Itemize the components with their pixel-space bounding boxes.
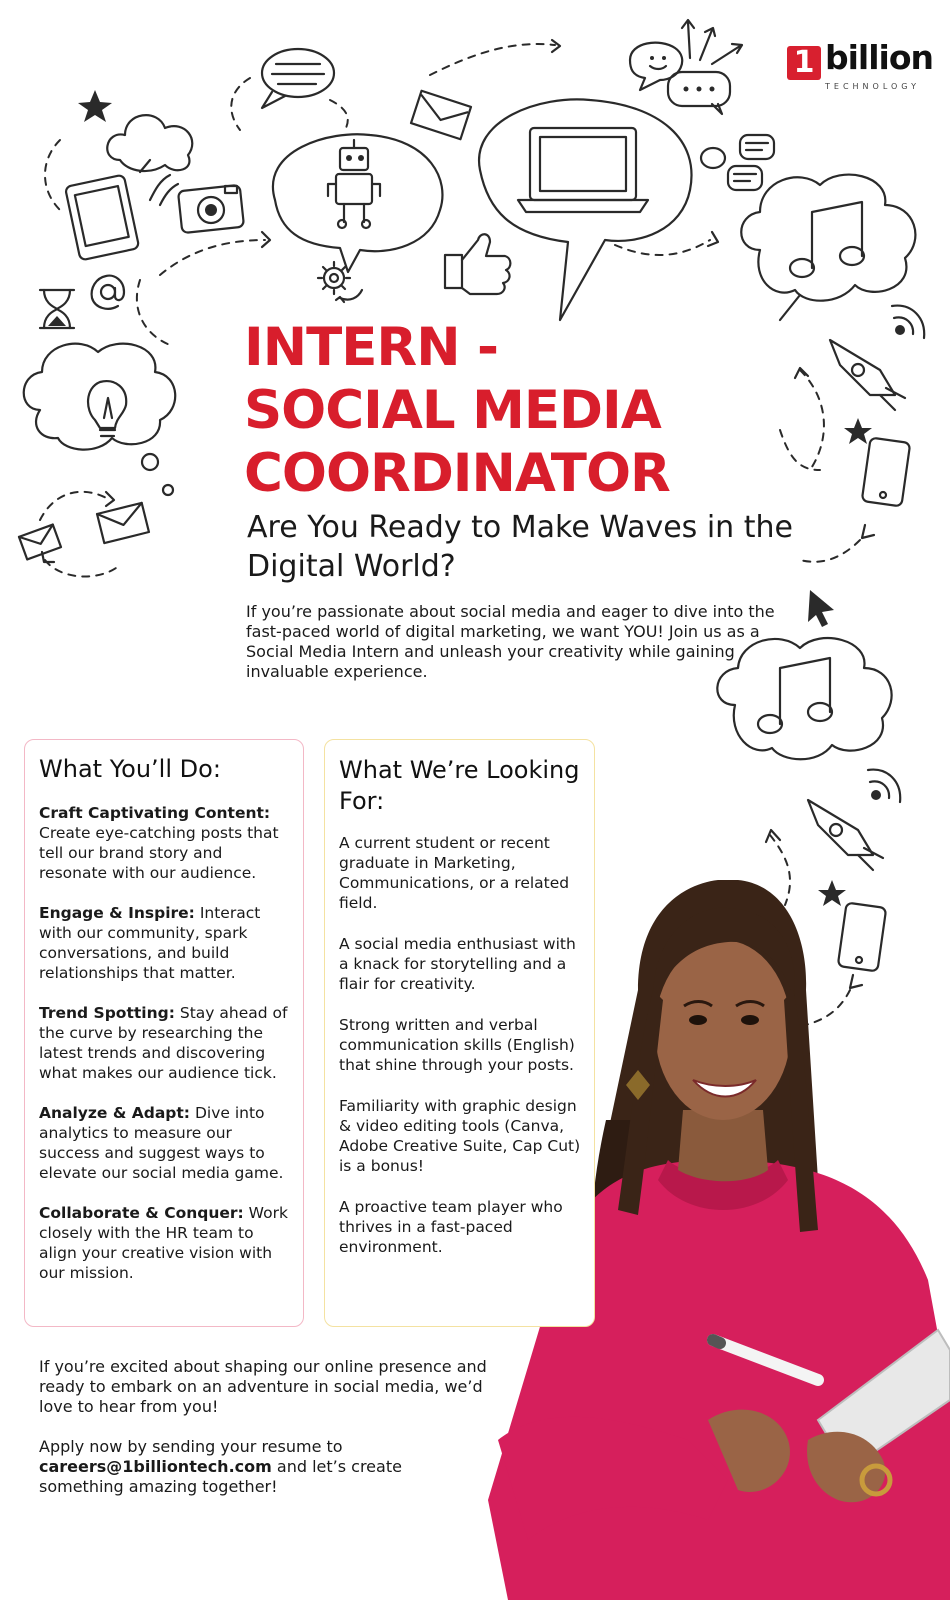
logo-tagline: TECHNOLOGY [825, 82, 920, 91]
item-text: Interact with our community, spark conversations, and build relationships that matter. [39, 904, 261, 982]
item-text: Create eye-catching posts that tell our brand story and resonate with our audience. [39, 824, 279, 882]
list-item [39, 1203, 295, 1283]
gear-icon [318, 262, 350, 294]
what-youll-do-card [24, 739, 304, 1327]
what-were-looking-for-card [324, 739, 595, 1327]
wifi-signal-icon [150, 175, 178, 205]
tablet-icon [65, 175, 139, 261]
item-label: Analyze & Adapt: [39, 1104, 191, 1122]
list-item: Familiarity with graphic design & video editing tools (Canva, Adobe Creative Suite, Cap Cut) is a bonus! [339, 1097, 581, 1175]
apply-paragraph [39, 1437, 489, 1497]
job-title-headline [244, 316, 804, 505]
headline-line-2: SOCIAL MEDIA [244, 380, 661, 441]
cursor-icon [808, 590, 834, 627]
speech-bubble-icon [262, 49, 334, 108]
item-text: Dive into analytics to measure our success and suggest ways to elevate our social media game. [39, 1104, 284, 1182]
star-icon [78, 90, 112, 122]
looking-for-list [339, 833, 584, 1278]
list-item [39, 903, 295, 983]
thumbs-up-icon [445, 234, 510, 294]
list-item [39, 1003, 295, 1083]
subheading: Are You Ready to Make Waves in the Digital World? [247, 510, 793, 584]
intro-paragraph: If you’re passionate about social media and eager to dive into the fast-paced world of digital marketing, we want YOU! Join us as a Social Media Intern and unleash your creativity while gaining invaluable experience. [246, 602, 775, 681]
closing-text [39, 1357, 489, 1517]
item-label: Trend Spotting: [39, 1004, 175, 1022]
logo-wordmark: billion [825, 38, 934, 77]
headline-line-3: COORDINATOR [244, 443, 670, 504]
laptop-icon [479, 99, 691, 320]
careers-email[interactable]: careers@1billiontech.com [39, 1457, 272, 1476]
list-item: Strong written and verbal communication skills (English) that shine through your posts. [339, 1016, 575, 1074]
item-text: Stay ahead of the curve by researching the latest trends and discovering what makes our audience tick. [39, 1004, 288, 1082]
closing-paragraph: If you’re excited about shaping our online presence and ready to embark on an adventure in social media, we’d love to hear from you! [39, 1357, 487, 1416]
item-label: Collaborate & Conquer: [39, 1204, 244, 1222]
envelope-icon [19, 503, 149, 560]
chat-bubbles-icon [701, 135, 774, 190]
lightbulb-icon [24, 344, 175, 495]
dashed-arrow [231, 78, 250, 130]
what-youll-do-list [39, 803, 295, 1303]
arrows-icon [682, 20, 742, 64]
list-item: A proactive team player who thrives in a fast-paced environment. [339, 1198, 563, 1256]
robot-icon [273, 134, 443, 272]
logo-mark: 1 [787, 46, 821, 80]
list-item: A current student or recent graduate in Marketing, Communications, or a related field. [339, 834, 570, 912]
what-youll-do-title: What You’ll Do: [39, 755, 221, 783]
rocket-icon [808, 800, 883, 870]
envelope-icon [411, 91, 471, 139]
item-label: Craft Captivating Content: [39, 804, 271, 822]
item-text: Work closely with the HR team to align your creative vision with our mission. [39, 1204, 288, 1282]
wifi-signal-icon [892, 306, 924, 338]
camera-icon [178, 185, 244, 233]
looking-for-title: What We’re Looking For: [339, 756, 580, 815]
item-label: Engage & Inspire: [39, 904, 195, 922]
smartphone-icon [862, 438, 911, 507]
star-icon [844, 418, 872, 444]
hourglass-icon [40, 290, 74, 328]
wifi-signal-icon [868, 770, 900, 802]
apply-text-after: and let’s create something amazing together! [39, 1457, 402, 1496]
at-sign-icon [92, 276, 124, 309]
music-note-icon [741, 175, 915, 320]
list-item: A social media enthusiast with a knack for storytelling and a flair for creativity. [339, 935, 576, 993]
rocket-icon [830, 340, 905, 410]
company-logo [787, 38, 937, 94]
chat-bubbles-icon [630, 43, 730, 114]
list-item [39, 803, 295, 883]
cloud-icon [107, 115, 192, 171]
list-item [39, 1103, 295, 1183]
apply-text-before: Apply now by sending your resume to [39, 1437, 343, 1456]
headline-line-1: INTERN - [244, 317, 499, 378]
